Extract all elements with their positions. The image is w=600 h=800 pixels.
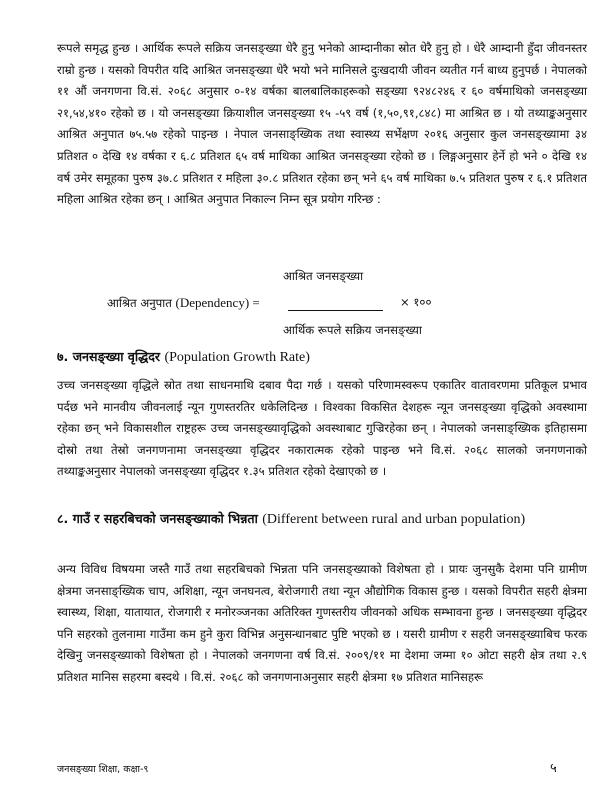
footer-book-title: जनसङ्ख्या शिक्षा, कक्षा-९ <box>57 764 149 775</box>
formula-lhs-nepali: आश्रित अनुपात <box>107 296 172 310</box>
section-heading-growth-rate <box>57 348 310 366</box>
formula-numerator: आश्रित जनसङ्ख्या <box>283 269 364 283</box>
formula-denominator: आर्थिक रूपले सक्रिय जनसङ्ख्या <box>283 323 422 337</box>
formula-lhs-english: (Dependency) = <box>175 295 260 310</box>
paragraph-growth-rate: उच्च जनसङ्ख्या वृद्धिले स्रोत तथा साधनमाथि दबाव पैदा गर्छ । यसको परिणामस्वरूप एकातिर वातावरणमा प्रतिकूल प्रभाव पर्दछ भने मानवीय जीवनलाई न्यून गुणस्तरतिर धकेलिदिन्छ । विश्वका विकसित देशहरू न्यून जनसङ्ख्या वृद्धिको अवस्थामा रहेका छन् भने विकासशील राष्ट्रहरू उच्च जनसङ्ख्यावृद्धिको अवस्थाबाट गुज्रिरहेका छन् । नेपालको जनसाङ्ख्यिक इतिहासमा दोस्रो तथा तेस्रो जनगणनामा जनसङ्ख्या वृद्धिदर नकारात्मक रहेको पाइन्छ भने वि.सं. २०६८ सालको जनगणनाको तथ्याङ्कअनुसार नेपालको जनसङ्ख्या वृद्धिदर १.३५ प्रतिशत रहेको देखाएको छ । <box>57 378 587 479</box>
formula-multiplier: × १०० <box>400 295 432 309</box>
section-heading-rural-urban <box>57 508 587 531</box>
page-number: ५ <box>550 761 557 776</box>
formula-lhs <box>107 295 260 311</box>
heading-7-english: (Population Growth Rate) <box>164 350 310 365</box>
paragraph-rural-urban: अन्य विविध विषयमा जस्तै गाउँ तथा सहरबिचको भिन्नता पनि जनसङ्ख्याको विशेषता हो । प्रायः जुनसुकै देशमा पनि ग्रामीण क्षेत्रमा जनसाङ्ख्यिक चाप, अशिक्षा, न्यून जनघनत्व, बेरोजगारी तथा न्यून औद्योगिक विकास हुन्छ । यसको विपरीत सहरी क्षेत्रमा स्वास्थ्य, शिक्षा, यातायात, रोजगारी र मनोरञ्जनका अतिरिक्त गुणस्तरीय जीवनको अधिक सम्भावना हुन्छ । जनसङ्ख्या वृद्धिदर पनि सहरको तुलनामा गाउँमा कम हुने कुरा विभिन्न अनुसन्धानबाट पुष्टि भएको छ । यसरी ग्रामीण र सहरी जनसङ्ख्याबिच फरक देखिनु जनसङ्ख्याको विशेषता हो । नेपालको जनगणना वर्ष वि.सं. २००९/११ मा देशमा जम्मा १० ओटा सहरी क्षेत्र तथा २.९ प्रतिशत मानिस सहरमा बस्दथे । वि.सं. २०६८ को जनगणनाअनुसार सहरी क्षेत्रमा १७ प्रतिशत मानिसहरू <box>57 562 587 684</box>
paragraph-dependency-ratio: रूपले समृद्ध हुन्छ । आर्थिक रूपले सक्रिय जनसङ्ख्या धेरै हुनु भनेको आम्दानीका स्रोत धेरै हुनु हो । धेरै आम्दानी हुँदा जीवनस्तर राम्रो हुन्छ । यसको विपरीत यदि आश्रित जनसङ्ख्या धेरै भयो भने मानिसले दुःखदायी जीवन व्यतीत गर्न बाध्य हुनुपर्छ । नेपालको ११ औं जनगणना वि.सं. २०६८ अनुसार ०-१४ वर्षका बालबालिकाहरूको सङ्ख्या ९२४८२४६ र ६० वर्षमाथिको जनसङ्ख्या २१,५४,४१० रहेको छ । यो जनसङ्ख्या क्रियाशील जनसङ्ख्या १५ -५९ वर्ष (१,५०,९१,८४८) मा आश्रित छ । यो तथ्याङ्कअनुसार आश्रित अनुपात ७५.५७ रहेको पाइन्छ । नेपाल जनसाङ्ख्यिक तथा स्वास्थ्य सर्भेक्षण २०१६ अनुसार कुल जनसङ्ख्यामा ३४ प्रतिशत ० देखि १४ वर्षका र ६.८ प्रतिशत ६५ वर्ष माथिका आश्रित जनसङ्ख्या रहेको छ । लिङ्गअनुसार हेर्ने हो भने ० देखि १४ वर्ष उमेर समूहका पुरुष ३७.८ प्रतिशत र महिला ३०.८ प्रतिशत रहेका छन् भने ६५ वर्ष माथिका ७.५ प्रतिशत पुरुष र ६.१ प्रतिशत महिला आश्रित रहेका छन् । आश्रित अनुपात निकाल्न निम्न सूत्र प्रयोग गरिन्छ : <box>57 41 587 207</box>
heading-7-title: ७. जनसङ्ख्या वृद्धिदर <box>57 349 161 364</box>
heading-8-title: ८. गाउँ र सहरबिचको जनसङ्ख्याको भिन्नता <box>57 511 258 526</box>
heading-8-english: (Different between rural and urban population) <box>262 512 526 527</box>
fraction-line <box>288 310 383 311</box>
